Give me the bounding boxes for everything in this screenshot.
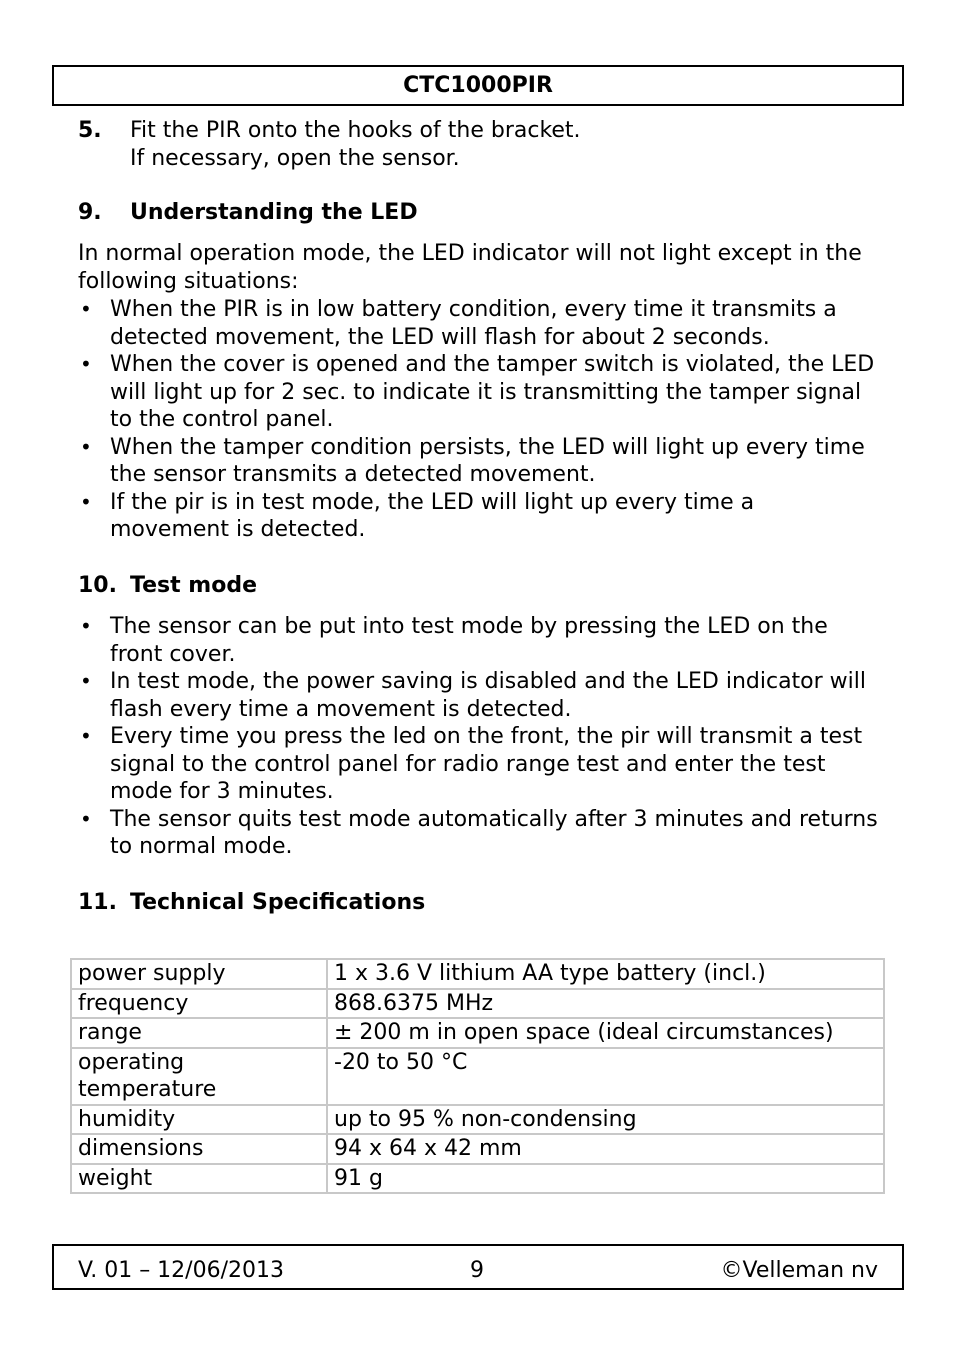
- list-item: • The sensor quits test mode automatically after 3 minutes and returns to normal mode.: [80, 806, 878, 859]
- spec-value: 868.6375 MHz: [327, 989, 884, 1019]
- section-title: Understanding the LED: [130, 200, 418, 225]
- spec-label: operating temperature: [71, 1048, 327, 1105]
- footer-copyright: ©Velleman nv: [720, 1258, 878, 1283]
- spec-value: up to 95 % non-condensing: [327, 1105, 884, 1135]
- header-title: CTC1000PIR: [403, 72, 553, 98]
- bullet-icon: •: [80, 434, 92, 459]
- bullet-icon: •: [80, 806, 92, 831]
- bullet-list-test-mode: [78, 613, 878, 861]
- spec-value: -20 to 50 °C: [327, 1048, 884, 1105]
- page-footer: [52, 1244, 904, 1290]
- section-title: Technical Specifications: [130, 890, 426, 915]
- list-item: • Every time you press the led on the front, the pir will transmit a test signal to the control panel for radio range test and enter the test mode for 3 minutes.: [80, 724, 863, 804]
- section-heading-led: [78, 199, 418, 227]
- section-number: 10.: [78, 573, 117, 598]
- section-intro: In normal operation mode, the LED indicator will not light except in the following situations:: [78, 241, 862, 294]
- step-line-1: Fit the PIR onto the hooks of the bracket.: [130, 118, 581, 143]
- table-row: [71, 1134, 884, 1164]
- list-item: • When the tamper condition persists, the LED will light up every time the sensor transmits a detected movement.: [80, 434, 865, 487]
- table-row: [71, 1048, 884, 1105]
- page-header: [52, 65, 904, 106]
- step-text: [130, 117, 581, 172]
- spec-value: ± 200 m in open space (ideal circumstances): [327, 1018, 884, 1048]
- bullet-icon: •: [80, 297, 92, 321]
- section-heading-specs: [78, 889, 425, 917]
- table-row: [71, 1164, 884, 1194]
- spec-value: 94 x 64 x 42 mm: [327, 1134, 884, 1164]
- specs-table: [70, 958, 885, 1194]
- spec-label: weight: [71, 1164, 327, 1194]
- spec-value: 1 x 3.6 V lithium AA type battery (incl.): [327, 959, 884, 989]
- spec-label: power supply: [71, 959, 327, 989]
- list-item: • The sensor can be put into test mode by pressing the LED on the front cover.: [80, 614, 828, 667]
- section-number: 9.: [78, 200, 102, 225]
- section-number: 11.: [78, 890, 117, 915]
- bullet-list-led: [78, 296, 878, 544]
- table-row: [71, 989, 884, 1019]
- list-item: • When the PIR is in low battery condition, every time it transmits a detected movement, the LED will flash for about 2 seconds.: [80, 297, 837, 350]
- spec-value: 91 g: [327, 1164, 884, 1194]
- bullet-icon: •: [80, 614, 92, 638]
- bullet-icon: •: [80, 669, 92, 693]
- footer-version: V. 01 – 12/06/2013: [78, 1258, 284, 1283]
- bullet-icon: •: [80, 489, 92, 514]
- bullet-icon: •: [80, 352, 92, 376]
- section-heading-test-mode: [78, 572, 257, 600]
- section-title: Test mode: [130, 573, 257, 598]
- footer-page-number: 9: [470, 1258, 484, 1283]
- table-row: [71, 1105, 884, 1135]
- spec-label: humidity: [71, 1105, 327, 1135]
- list-item: • When the cover is opened and the tamper switch is violated, the LED will light up for 2 sec. to indicate it is transmitting the tamper signal to the control panel.: [80, 352, 875, 432]
- table-row: [71, 959, 884, 989]
- spec-label: range: [71, 1018, 327, 1048]
- list-item: • In test mode, the power saving is disabled and the LED indicator will flash every time a movement is detected.: [80, 669, 867, 722]
- spec-label: frequency: [71, 989, 327, 1019]
- step-line-2: If necessary, open the sensor.: [130, 145, 460, 171]
- table-row: [71, 1018, 884, 1048]
- bullet-icon: •: [80, 724, 92, 748]
- list-item: • If the pir is in test mode, the LED will light up every time a movement is detected.: [80, 489, 755, 542]
- step-number: 5.: [78, 118, 102, 143]
- spec-label: dimensions: [71, 1134, 327, 1164]
